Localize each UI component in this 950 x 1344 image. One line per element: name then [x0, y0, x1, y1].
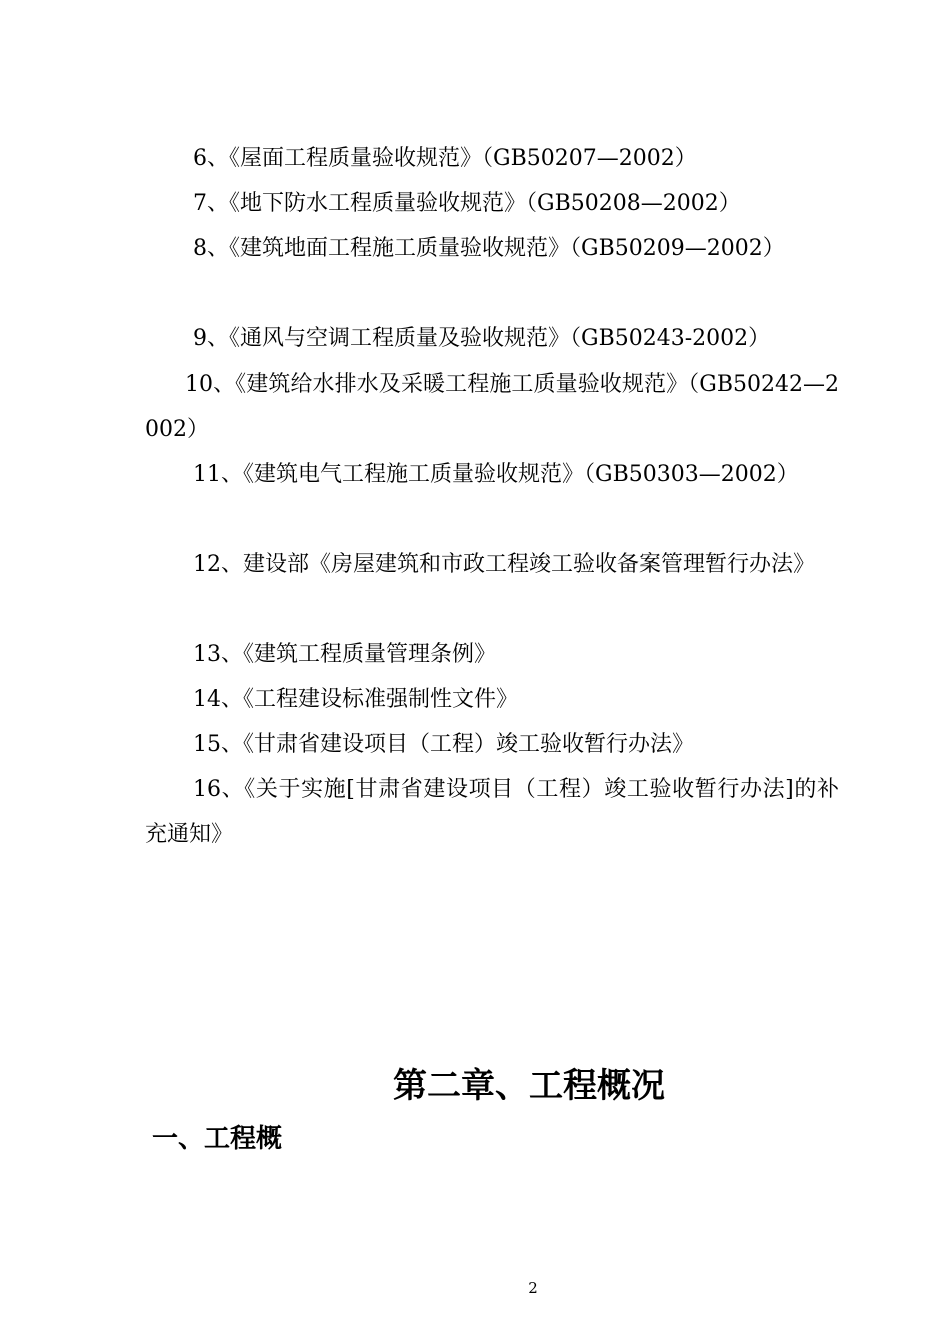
page-number: 2 — [528, 1279, 538, 1297]
reference-item-7: 7、《地下防水工程质量验收规范》（GB50208—2002） — [193, 191, 741, 216]
section-title: 一、工程概 — [152, 1124, 283, 1154]
reference-item-6: 6、《屋面工程质量验收规范》（GB50207—2002） — [193, 146, 697, 171]
reference-item-12: 12、建设部《房屋建筑和市政工程竣工验收备案管理暂行办法》 — [193, 552, 815, 577]
reference-item-13: 13、《建筑工程质量管理条例》 — [193, 642, 496, 667]
reference-item-14: 14、《工程建设标准强制性文件》 — [193, 687, 518, 712]
reference-item-8: 8、《建筑地面工程施工质量验收规范》（GB50209—2002） — [193, 236, 785, 261]
reference-item-16: 16、《关于实施[甘肃省建设项目（工程）竣工验收暂行办法]的补充通知》 — [145, 777, 839, 847]
chapter-title: 第二章、工程概况 — [393, 1066, 665, 1106]
reference-item-11: 11、《建筑电气工程施工质量验收规范》（GB50303—2002） — [193, 462, 799, 487]
reference-item-15: 15、《甘肃省建设项目（工程）竣工验收暂行办法》 — [193, 732, 694, 757]
reference-item-10: 10、《建筑给水排水及采暖工程施工质量验收规范》（GB50242—2002） — [145, 372, 839, 442]
reference-item-9: 9、《通风与空调工程质量及验收规范》（GB50243-2002） — [193, 326, 771, 351]
